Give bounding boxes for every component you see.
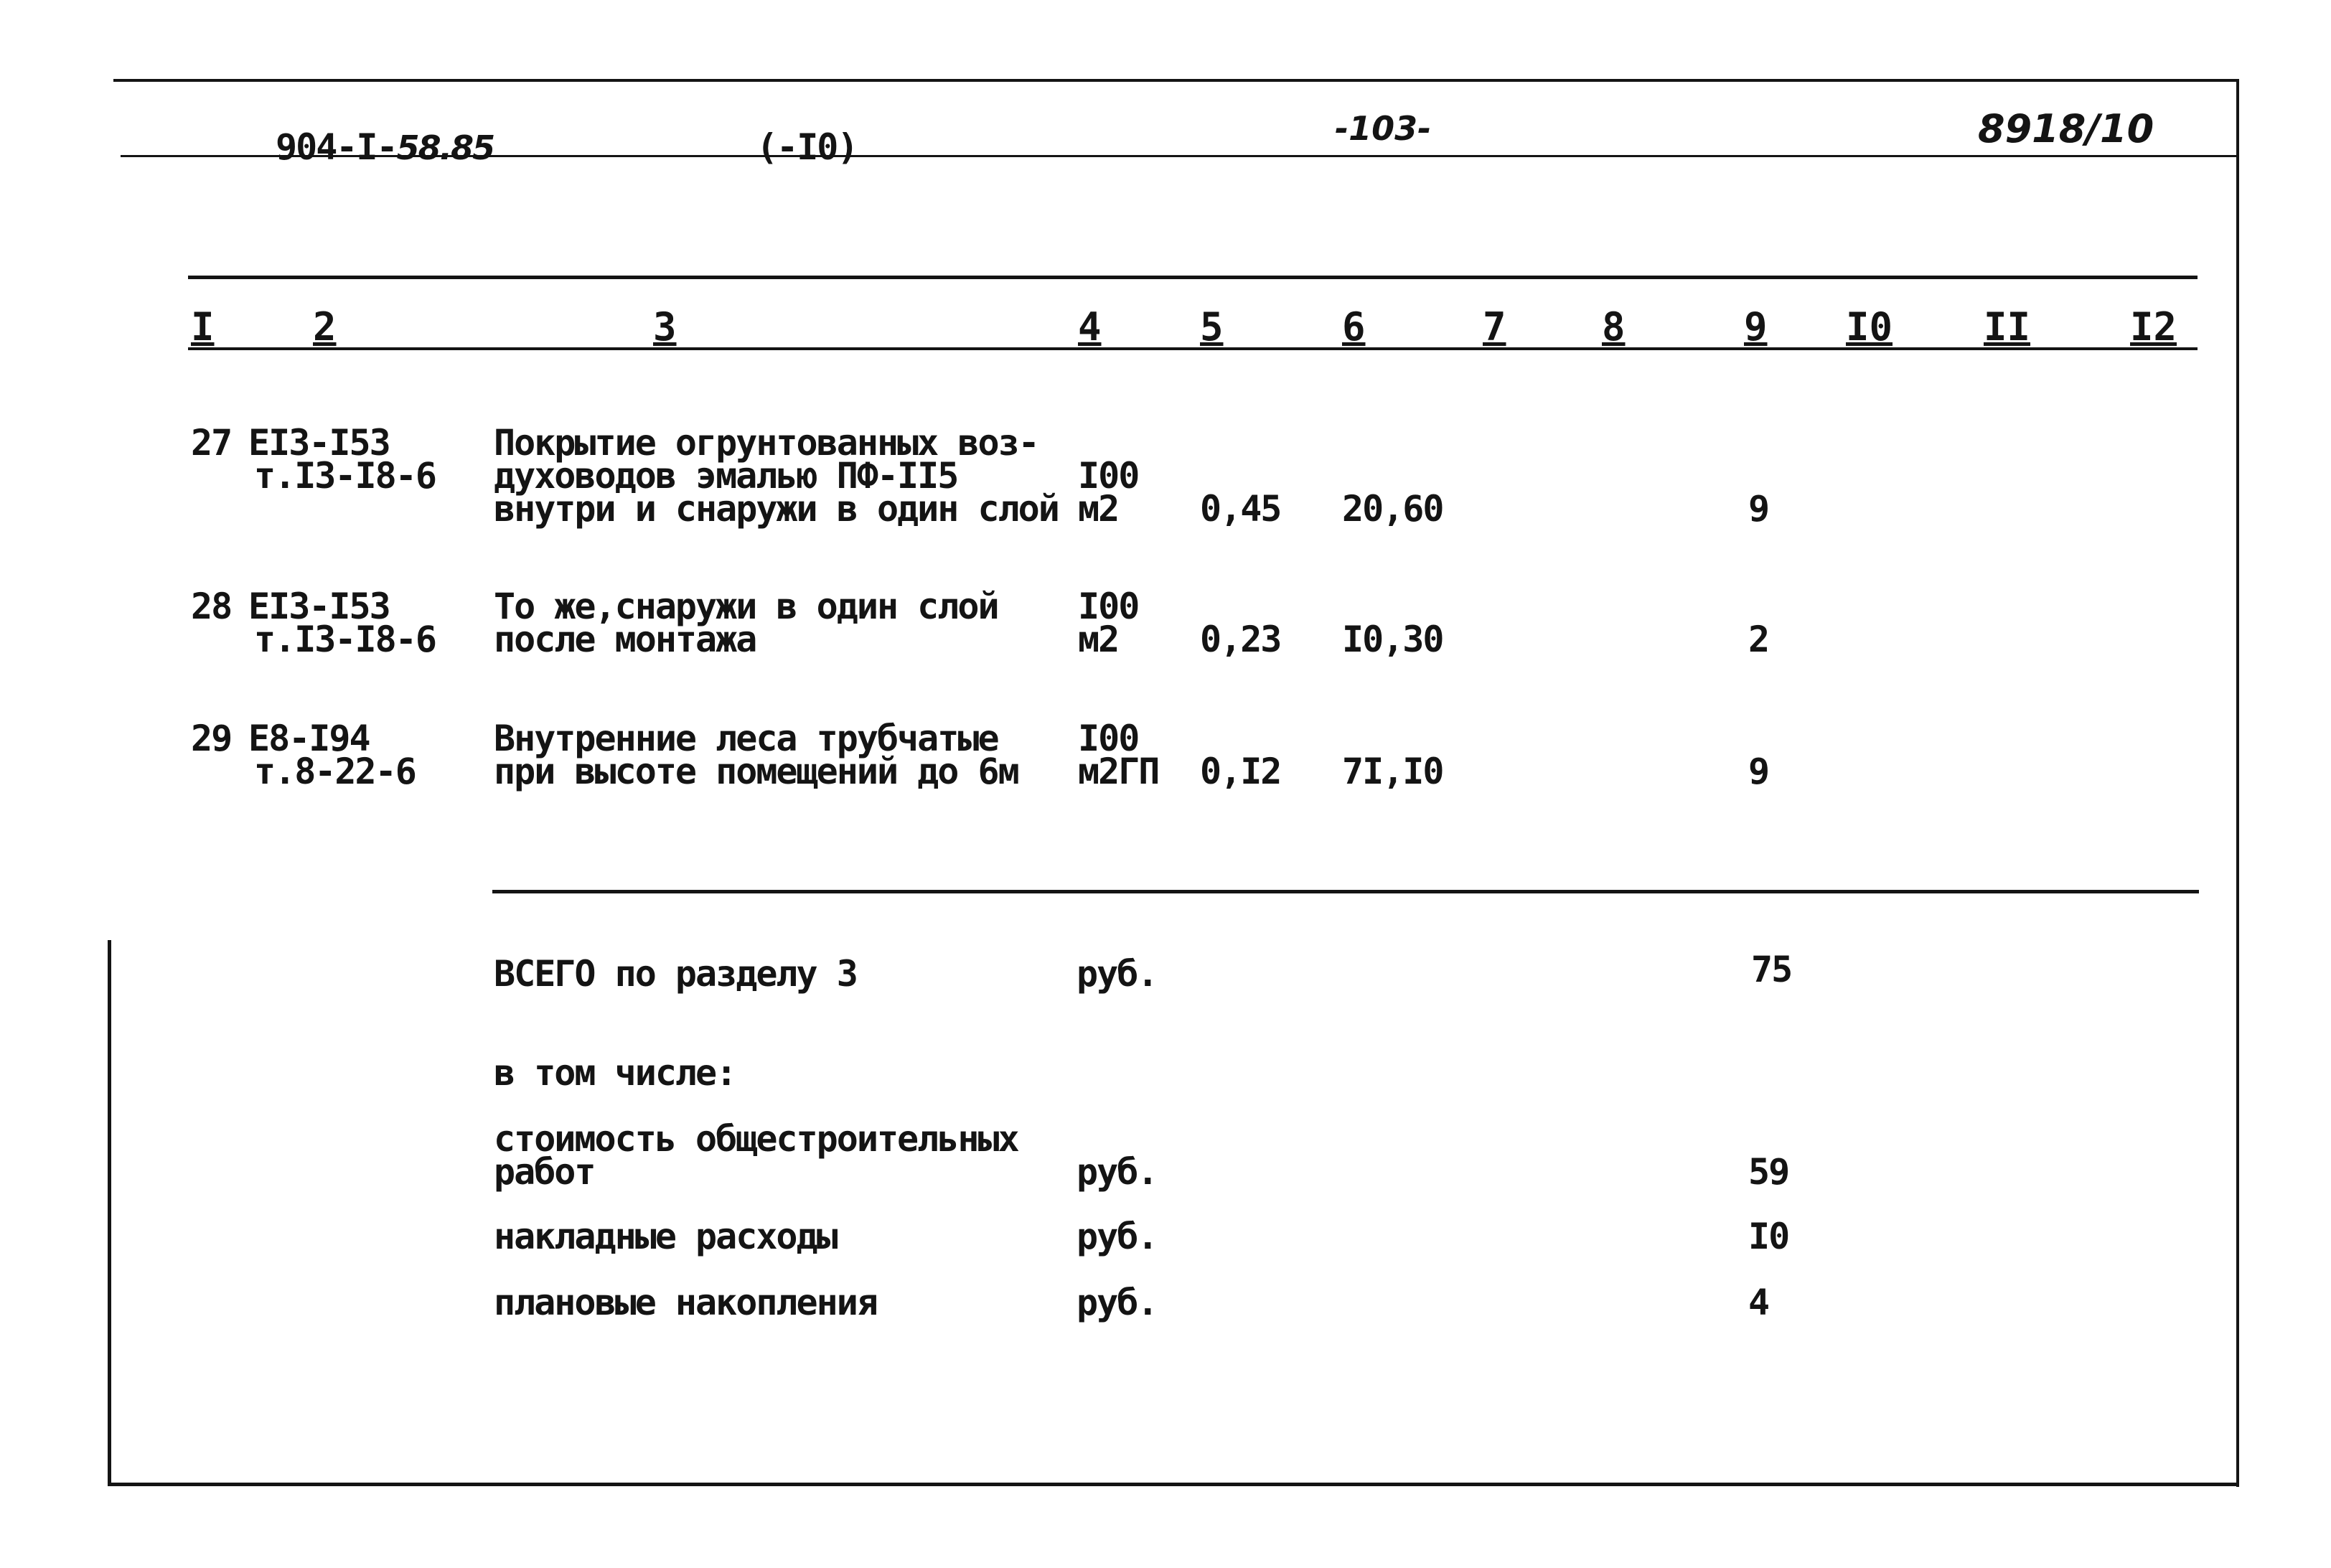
row-description: [494, 586, 998, 660]
row-unit-line: м2: [1078, 619, 1119, 660]
summary-item-value: 4: [1748, 1282, 1769, 1323]
row-description-line: при высоте помещений до 6м: [494, 751, 1018, 792]
row-quantity: 0,I2: [1200, 751, 1281, 792]
column-header-8: 8: [1602, 304, 1626, 349]
column-header-9: 9: [1744, 304, 1768, 349]
row-unit-line: I00: [1078, 586, 1139, 627]
row-description-line: Внутренние леса трубчатые: [494, 718, 998, 759]
column-header-3: 3: [653, 304, 677, 349]
row-description: [494, 718, 1018, 792]
sheet-id: 8918/10: [1978, 106, 2154, 151]
row-unit: [1078, 718, 1159, 792]
row-price: 7I,I0: [1342, 751, 1443, 792]
summary-item-label: [494, 1282, 877, 1323]
row-unit-line: м2ГП: [1078, 751, 1159, 792]
summary-item-label: [494, 1118, 1018, 1193]
row-number: 28: [191, 586, 232, 627]
including-label: в том числе:: [494, 1052, 736, 1094]
column-header-5: 5: [1200, 304, 1224, 349]
row-description-line: духоводов эмалью ПФ-II5: [494, 455, 958, 497]
row-quantity: 0,45: [1200, 488, 1281, 530]
doc-code: [276, 126, 494, 168]
row-code-line: т.I3-I8-6: [254, 455, 436, 497]
table-header-rule: [188, 347, 2198, 350]
row-number: 27: [191, 422, 232, 464]
summary-item-unit: руб.: [1077, 1216, 1158, 1257]
frame-bottom-line: [108, 1483, 2238, 1486]
doc-code-handwritten: 58.85: [396, 128, 494, 167]
row-unit-line: I00: [1078, 455, 1139, 497]
total-value: 75: [1751, 949, 1792, 990]
row-total: 2: [1748, 619, 1769, 660]
row-quantity: 0,23: [1200, 619, 1281, 660]
page-number: -103-: [1335, 109, 1432, 148]
row-code-line: т.8-22-6: [254, 751, 416, 792]
doc-code-printed: 904-I-: [276, 126, 397, 168]
row-number: 29: [191, 718, 232, 759]
summary-item-label-line: стоимость общестроительных: [494, 1118, 1018, 1160]
summary-rule: [492, 890, 2199, 893]
frame-right-line: [2236, 80, 2239, 1487]
column-header-6: 6: [1342, 304, 1366, 349]
row-total: 9: [1748, 488, 1769, 530]
summary-item-value: I0: [1748, 1216, 1789, 1257]
column-header-4: 4: [1078, 304, 1102, 349]
row-unit: [1078, 586, 1139, 660]
summary-item-label-line: накладные расходы: [494, 1216, 837, 1257]
summary-item-label: [494, 1216, 837, 1257]
total-label: ВСЕГО по разделу 3: [494, 953, 857, 995]
row-price: I0,30: [1342, 619, 1443, 660]
row-code: [248, 422, 436, 497]
row-unit-line: м2: [1078, 488, 1119, 530]
row-description: [494, 422, 1059, 530]
row-code: [248, 718, 416, 792]
row-code: [248, 586, 436, 660]
column-header-11: II: [1984, 304, 2031, 349]
column-header-7: 7: [1483, 304, 1506, 349]
column-header-2: 2: [313, 304, 337, 349]
row-code-line: E8-I94: [248, 718, 370, 759]
column-header-10: I0: [1846, 304, 1893, 349]
summary-item-label-line: плановые накопления: [494, 1282, 877, 1323]
row-price: 20,60: [1342, 488, 1443, 530]
row-unit: [1078, 455, 1139, 530]
column-header-12: I2: [2130, 304, 2177, 349]
frame-left-line: [108, 940, 111, 1485]
row-unit-line: I00: [1078, 718, 1139, 759]
summary-item-unit: руб.: [1077, 1151, 1158, 1193]
row-description-line: внутри и снаружи в один слой: [494, 488, 1059, 530]
table-top-rule: [188, 276, 2198, 279]
row-code-line: т.I3-I8-6: [254, 619, 436, 660]
column-header-1: I: [191, 304, 215, 349]
row-code-line: EI3-I53: [248, 586, 390, 627]
row-description-line: Покрытие огрунтованных воз-: [494, 422, 1038, 464]
frame-top-line: [113, 79, 2239, 82]
row-code-line: EI3-I53: [248, 422, 390, 464]
summary-item-unit: руб.: [1077, 1282, 1158, 1323]
summary-item-label-line: работ: [494, 1151, 595, 1193]
row-description-line: после монтажа: [494, 619, 756, 660]
row-description-line: То же,снаружи в один слой: [494, 586, 998, 627]
summary-item-value: 59: [1748, 1151, 1789, 1193]
section-number: (-I0): [756, 126, 858, 168]
total-unit: руб.: [1077, 953, 1158, 995]
row-total: 9: [1748, 751, 1769, 792]
